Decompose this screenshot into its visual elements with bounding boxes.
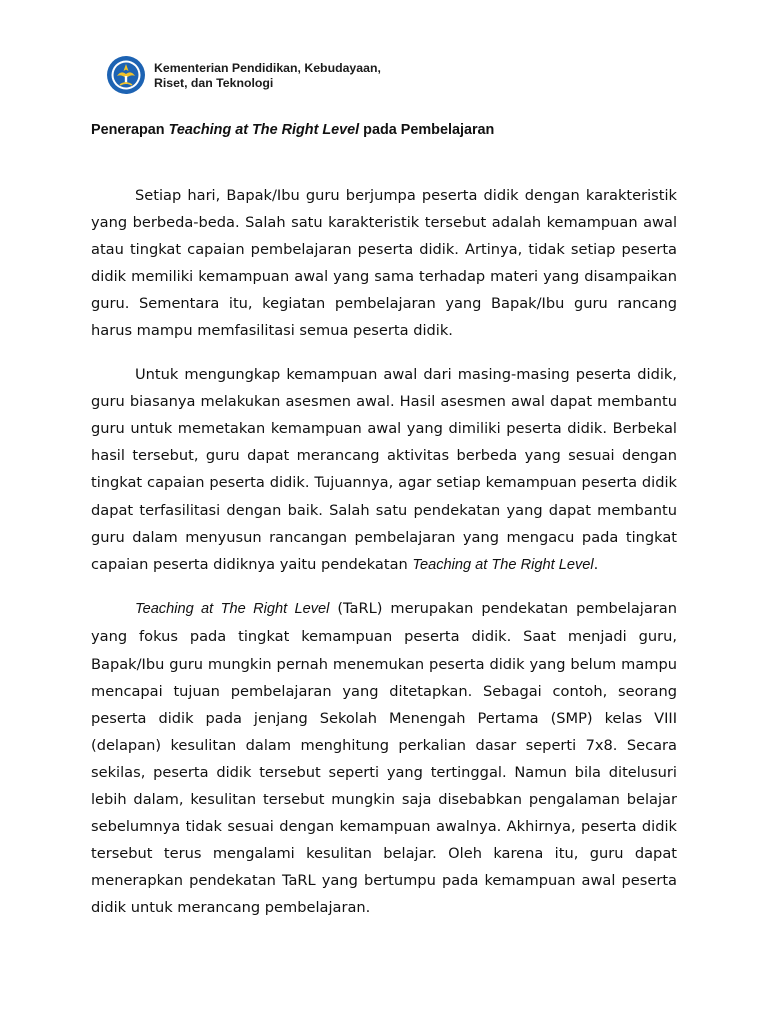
tut-wuri-handayani-logo-icon (106, 54, 146, 98)
paragraph-1: Setiap hari, Bapak/Ibu guru berjumpa peserta didik dengan karakteristik yang berbeda-beda. Salah satu karakteristik tersebut adalah kemampuan awal atau tingkat capaian pembelajaran peserta didik. Artinya, tidak setiap peserta didik memiliki kemampuan awal yang sama terhadap materi yang disampaikan guru. Sementara itu, kegiatan pembelajaran yang Bapak/Ibu guru rancang harus mampu memfasilitasi semua peserta didik. (91, 187, 677, 340)
document-body (91, 182, 677, 938)
paragraph-3-italic: Teaching at The Right Level (135, 601, 330, 618)
title-italic: Teaching at The Right Level (168, 122, 360, 138)
paragraph-3-text: (TaRL) merupakan pendekatan pembelajaran yang fokus pada tingkat kemampuan peserta didik. Saat menjadi guru, Bapak/Ibu guru mungkin pernah menemukan peserta didik yang belum mampu mencapai tujuan pembelajaran yang ditetapkan. Sebagai contoh, seorang peserta didik pada jenjang Sekolah Menengah Pertama (SMP) kelas VIII (delapan) kesulitan dalam menghitung perkalian dasar seperti 7x8. Secara sekilas, peserta didik tersebut seperti yang tertinggal. Namun bila ditelusuri lebih dalam, kesulitan tersebut mungkin saja disebabkan pengalaman belajar sebelumnya tidak sesuai dengan kemampuan awalnya. Akhirnya, peserta didik tersebut terus mengalami kesulitan belajar. Oleh karena itu, guru dapat menerapkan pendekatan TaRL yang bertumpu pada kemampuan awal peserta didik untuk merancang pembelajaran. (91, 600, 677, 917)
title-suffix: pada Pembelajaran (359, 122, 495, 138)
paragraph-2-text: Untuk mengungkap kemampuan awal dari masing-masing peserta didik, guru biasanya melakukan asesmen awal. Hasil asesmen awal dapat membantu guru untuk memetakan kemampuan awal yang dimiliki peserta didik. Berbekal hasil tersebut, guru dapat merancang aktivitas berbeda yang sesuai dengan tingkat capaian peserta didik. Tujuannya, agar setiap kemampuan peserta didik dapat terfasilitasi dengan baik. Salah satu pendekatan yang dapat membantu guru dalam menyusun rancangan pembelajaran yang mengacu pada tingkat capaian peserta didiknya yaitu pendekatan (91, 366, 677, 573)
paragraph-2-end: . (593, 555, 599, 573)
paragraph-2-italic: Teaching at The Right Level (412, 556, 594, 573)
ministry-name (154, 61, 381, 91)
document-title (91, 121, 494, 139)
paragraph-3 (91, 595, 677, 921)
letterhead (106, 54, 381, 98)
paragraph-2 (91, 361, 677, 579)
ministry-name-line2: Riset, dan Teknologi (154, 76, 274, 90)
ministry-name-line1: Kementerian Pendidikan, Kebudayaan, (154, 61, 381, 75)
title-prefix: Penerapan (91, 122, 169, 138)
